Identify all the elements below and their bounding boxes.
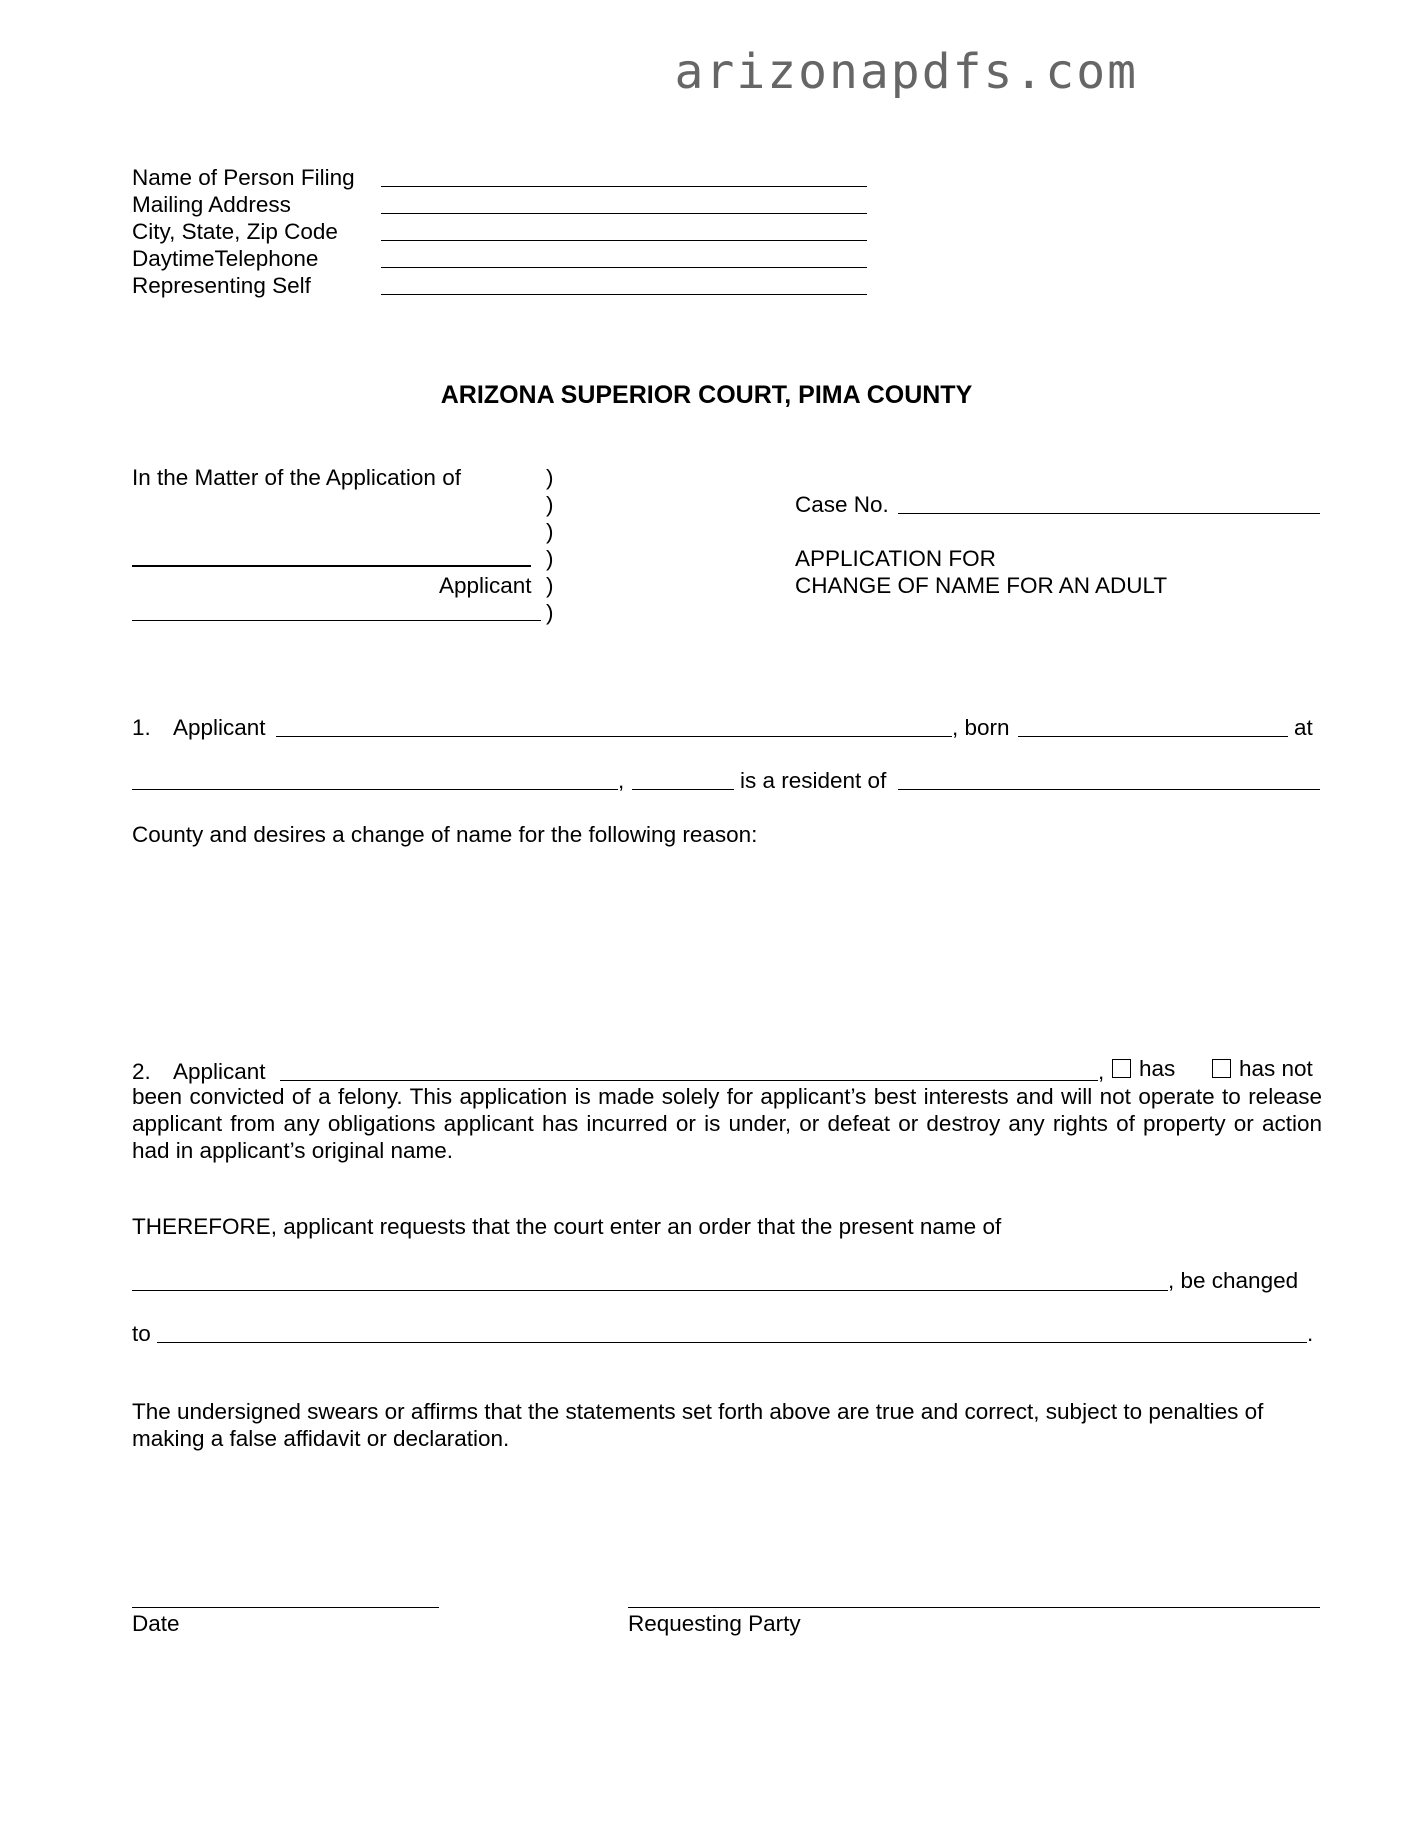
filer-name-field[interactable] [381,186,867,187]
filer-city-field[interactable] [381,240,867,241]
has-option[interactable] [1112,1058,1175,1081]
requesting-party-label: Requesting Party [628,1611,801,1636]
para1-birthplace-field[interactable] [132,789,618,790]
caption-matter: In the Matter of the Application of [132,465,461,490]
therefore-text: THEREFORE, applicant requests that the court enter an order that the present name of [132,1214,1002,1239]
doc-title-line2: CHANGE OF NAME FOR AN ADULT [795,573,1168,598]
caption-paren: ) [546,573,554,598]
filer-self-field[interactable] [381,294,867,295]
present-name-field[interactable] [132,1290,1168,1291]
be-changed-label: , be changed [1168,1268,1299,1293]
watermark: arizonapdfs.com [674,44,1138,100]
period: . [1307,1321,1314,1346]
caption-applicant-label: Applicant [439,573,532,598]
has-label: has [1139,1056,1176,1081]
applicant-name-field[interactable] [132,565,531,567]
applicant-extra-field[interactable] [132,620,541,621]
caption-paren: ) [546,465,554,490]
caption-paren: ) [546,546,554,571]
para1-applicant-label: Applicant [173,715,266,740]
reason-text-area[interactable] [132,855,1320,1045]
para2-number: 2. [132,1059,151,1084]
filer-label-self: Representing Self [132,273,311,298]
para1-birthdate-field[interactable] [1018,736,1288,737]
filer-label-name: Name of Person Filing [132,165,355,190]
case-no-label: Case No. [795,492,889,517]
para1-applicant-name-field[interactable] [276,736,952,737]
para1-reason-label: County and desires a change of name for the following reason: [132,822,758,847]
has-checkbox[interactable] [1112,1059,1131,1078]
has-not-label: has not [1239,1056,1313,1081]
filer-label-address: Mailing Address [132,192,291,217]
filer-phone-field[interactable] [381,267,867,268]
caption-paren: ) [546,600,554,625]
to-label: to [132,1321,151,1346]
case-no-field[interactable] [898,513,1320,514]
para1-county-field[interactable] [898,789,1320,790]
oath-text: The undersigned swears or affirms that the statements set forth above are true and correct, subject to penalties of making a false affidavit or declaration. [132,1399,1264,1451]
para1-number: 1. [132,715,151,740]
signature-field[interactable] [628,1607,1320,1608]
para1-born-label: , born [952,715,1010,740]
has-not-checkbox[interactable] [1212,1059,1231,1078]
para1-at-label: at [1294,715,1313,740]
new-name-field[interactable] [157,1342,1307,1343]
court-title: ARIZONA SUPERIOR COURT, PIMA COUNTY [440,381,973,409]
filer-label-phone: DaytimeTelephone [132,246,319,271]
date-label: Date [132,1611,180,1636]
para1-resident-label: is a resident of [740,768,887,793]
caption-paren: ) [546,492,554,517]
caption-paren: ) [546,519,554,544]
para2-comma: , [1098,1059,1105,1084]
para1-comma: , [618,768,625,793]
date-field[interactable] [132,1607,439,1608]
doc-title-line1: APPLICATION FOR [795,546,996,571]
para1-state-field[interactable] [632,789,734,790]
para2-applicant-label: Applicant [173,1059,266,1084]
has-not-option[interactable] [1212,1058,1313,1081]
filer-label-city: City, State, Zip Code [132,219,338,244]
para2-body: been convicted of a felony. This application is made solely for applicant’s best interests and will not operate to release applicant from any obligations applicant has incurred or is under, or defeat or destroy any rights of property or action had in applicant’s original name. [132,1084,1322,1163]
para2-applicant-name-field[interactable] [280,1080,1098,1081]
filer-address-field[interactable] [381,213,867,214]
